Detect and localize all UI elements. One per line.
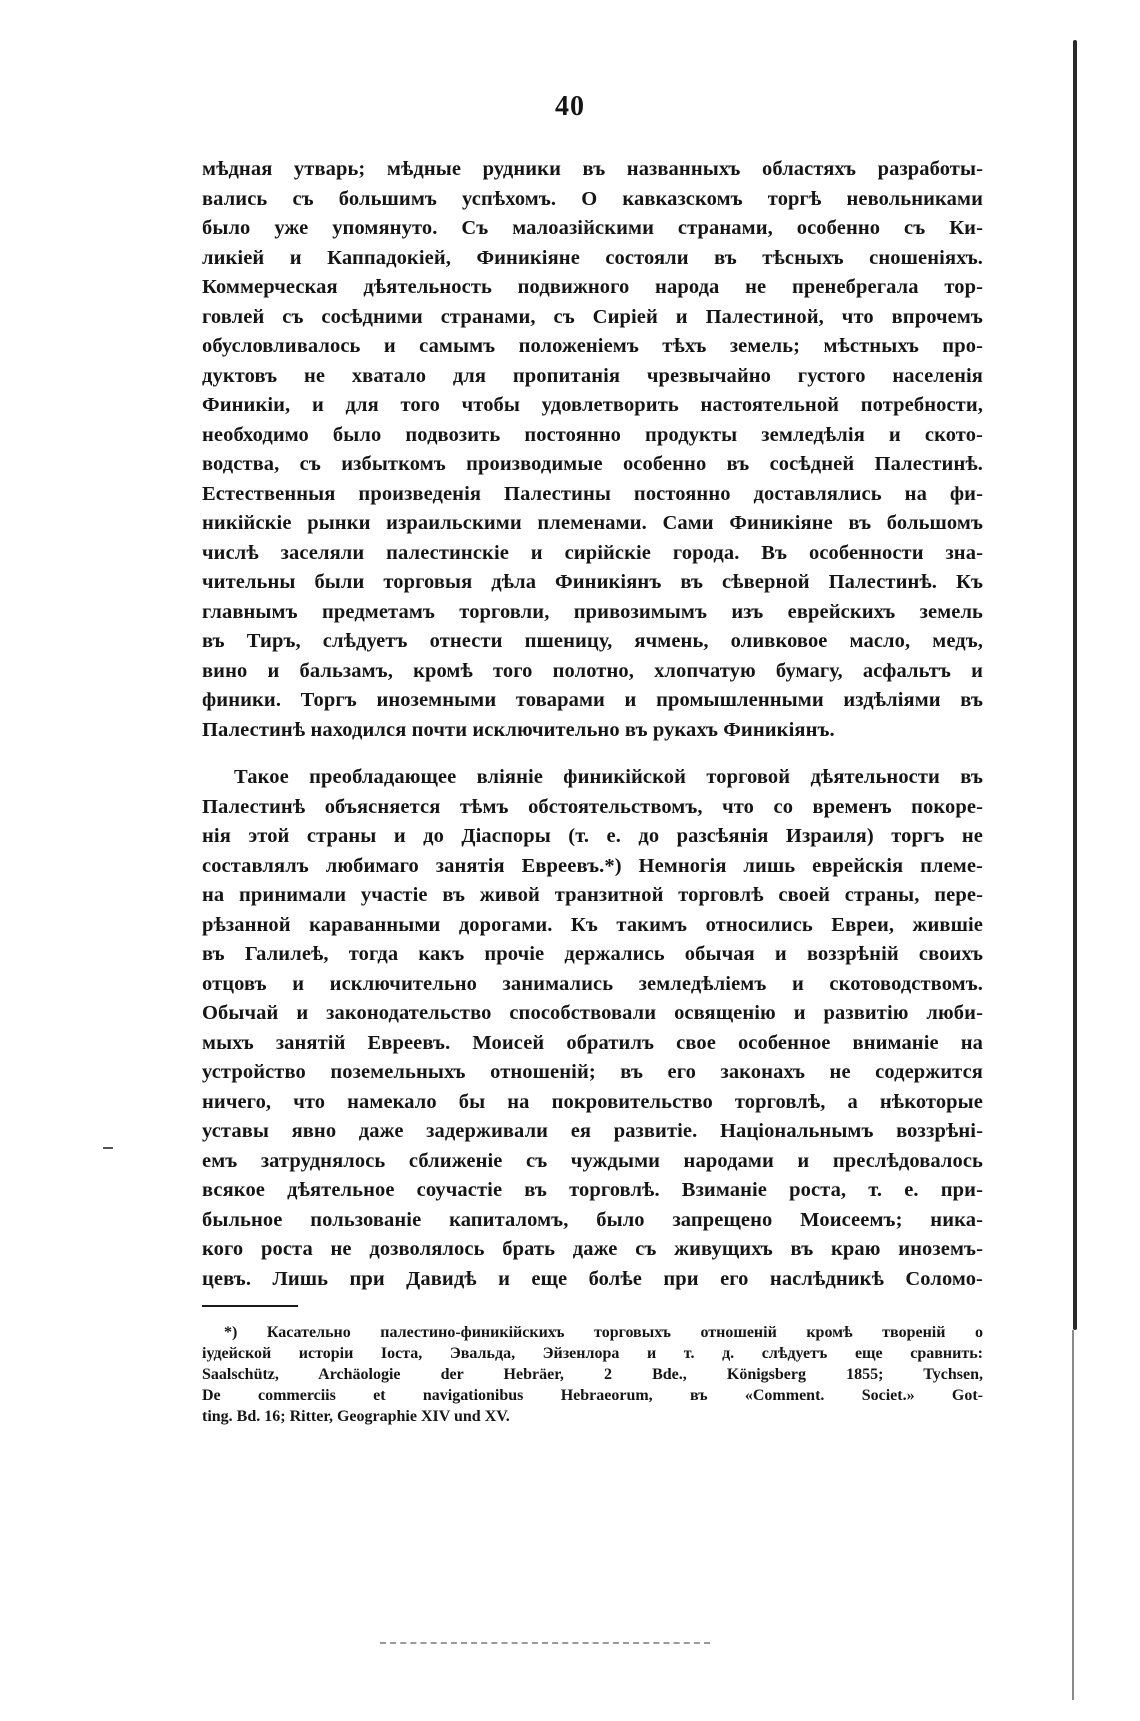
- text-line: цевъ. Лишь при Давидѣ и еще болѣе при его наслѣдникѣ Соломо-: [202, 1267, 983, 1290]
- text-line: въ Галилеѣ, тогда какъ прочіе держались обычая и воззрѣній своихъ: [202, 943, 983, 965]
- text-line: на принимали участіе въ живой транзитной торговлѣ своей страны, пере-: [202, 884, 983, 906]
- margin-mark: [103, 1147, 113, 1149]
- paragraph-gap: [202, 745, 983, 763]
- text-line: говлей съ сосѣдними странами, съ Сиріей и Палестиной, что впрочемъ: [202, 305, 983, 328]
- text-line: Такое преобладающее вліяніе финикійской торговой дѣятельности въ: [234, 766, 983, 788]
- text-line: числѣ заселяли палестинскіе и сирійскіе города. Въ особенности зна-: [202, 541, 983, 564]
- text-line: мѣдная утварь; мѣдные рудники въ названныхъ областяхъ разработы-: [202, 158, 983, 180]
- footnote-rule: [202, 1305, 298, 1307]
- text-line: необходимо было подвозить постоянно продукты земледѣлія и ското-: [202, 423, 983, 446]
- text-line: Палестинѣ объясняется тѣмъ обстоятельствомъ, что со временъ покоре-: [202, 795, 983, 818]
- text-line: финики. Торгъ иноземными товарами и промышленными издѣліями въ: [202, 689, 983, 711]
- text-line: Естественныя произведенія Палестины постоянно доставлялись на фи-: [202, 482, 983, 505]
- text-line: Обычай и законодательство способствовали освященію и развитію люби-: [202, 1002, 983, 1024]
- text-line: рѣзанной караванными дорогами. Къ такимъ относились Евреи, жившіе: [202, 913, 983, 936]
- footnote-line: ting. Bd. 16; Ritter, Geographie XIV und XV.: [202, 1408, 510, 1425]
- text-line: всякое дѣятельное соучастіе въ торговлѣ. Взиманіе роста, т. е. при-: [202, 1179, 983, 1201]
- text-line: ничего, что намекало бы на покровительство торговлѣ, а нѣкоторые: [202, 1090, 983, 1113]
- text-line: вино и бальзамъ, кромѣ того полотно, хлопчатую бумагу, асфальтъ и: [202, 659, 983, 682]
- text-line: мыхъ занятій Евреевъ. Моисей обратилъ свое особенное вниманіе на: [202, 1031, 983, 1054]
- scan-margin: [0, 0, 48, 1721]
- main-text: [202, 155, 983, 1294]
- footnote-line: De commerciis et navigationibus Hebraeorum, въ «Comment. Societ.» Got-: [202, 1387, 983, 1404]
- text-line: чительны были торговыя дѣла Финикіянъ въ сѣверной Палестинѣ. Къ: [202, 571, 983, 593]
- binding-edge-lower: [1072, 1330, 1074, 1700]
- paragraph-2: [202, 763, 983, 1294]
- binding-edge: [1073, 40, 1077, 1330]
- text-line: Палестинѣ находился почти исключительно въ рукахъ Финикіянъ.: [202, 718, 835, 741]
- text-line: ликіей и Каппадокіей, Финикіяне состояли въ тѣсныхъ сношеніяхъ.: [202, 246, 983, 269]
- footnote-line: іудейской исторіи Іоста, Эвальда, Эйзенлора и т. д. слѣдуетъ еще сравнить:: [202, 1345, 983, 1362]
- text-line: уставы явно даже задерживали ея развитіе. Національнымъ воззрѣні-: [202, 1120, 983, 1142]
- text-line: вались съ большимъ успѣхомъ. О кавказскомъ торгѣ невольниками: [202, 187, 983, 210]
- text-line: главнымъ предметамъ торговли, привозимымъ изъ еврейскихъ земель: [202, 600, 983, 623]
- text-line: кого роста не дозволялось брать даже съ живущихъ въ краю иноземъ-: [202, 1238, 983, 1260]
- footnote: [202, 1322, 983, 1427]
- text-line: отцовъ и исключительно занимались земледѣліемъ и скотоводствомъ.: [202, 972, 983, 995]
- text-line: быльное пользованіе капиталомъ, было запрещено Моисеемъ; ника-: [202, 1208, 983, 1231]
- text-line: составлялъ любимаго занятія Евреевъ.*) Немногія лишь еврейскія племе-: [202, 854, 983, 877]
- text-line: Финикіи, и для того чтобы удовлетворить настоятельной потребности,: [202, 394, 983, 416]
- text-line: Коммерческая дѣятельность подвижного народа не пренебрегала тор-: [202, 276, 983, 298]
- paragraph-1: [202, 155, 983, 745]
- page-number: 40: [555, 91, 585, 122]
- text-line: устройство поземельныхъ отношеній; въ его законахъ не содержится: [202, 1061, 983, 1083]
- text-line: нія этой страны и до Діаспоры (т. е. до разсѣянія Израиля) торгъ не: [202, 825, 983, 847]
- text-line: обусловливалось и самымъ положеніемъ тѣхъ земель; мѣстныхъ про-: [202, 335, 983, 357]
- footnote-line: Saalschütz, Archäologie der Hebräer, 2 Bde., Königsberg 1855; Tychsen,: [202, 1366, 983, 1383]
- text-line: емъ затруднялось сближеніе съ чуждыми народами и преслѣдовалось: [202, 1149, 983, 1172]
- footnote-line: *) Касательно палестино-финикійскихъ торговыхъ отношеній кромѣ твореній о: [224, 1324, 983, 1341]
- text-line: дуктовъ не хватало для пропитанія чрезвычайно густого населенія: [202, 364, 983, 387]
- text-line: было уже упомянуто. Съ малоазійскими странами, особенно съ Ки-: [202, 217, 983, 239]
- text-line: въ Тиръ, слѣдуетъ отнести пшеницу, ячмень, оливковое масло, медъ,: [202, 630, 983, 652]
- text-line: никійскіе рынки израильскими племенами. Сами Финикіяне въ большомъ: [202, 512, 983, 534]
- scan-artifact-line: [380, 1642, 710, 1644]
- text-line: водства, съ избыткомъ производимые особенно въ сосѣдней Палестинѣ.: [202, 453, 983, 475]
